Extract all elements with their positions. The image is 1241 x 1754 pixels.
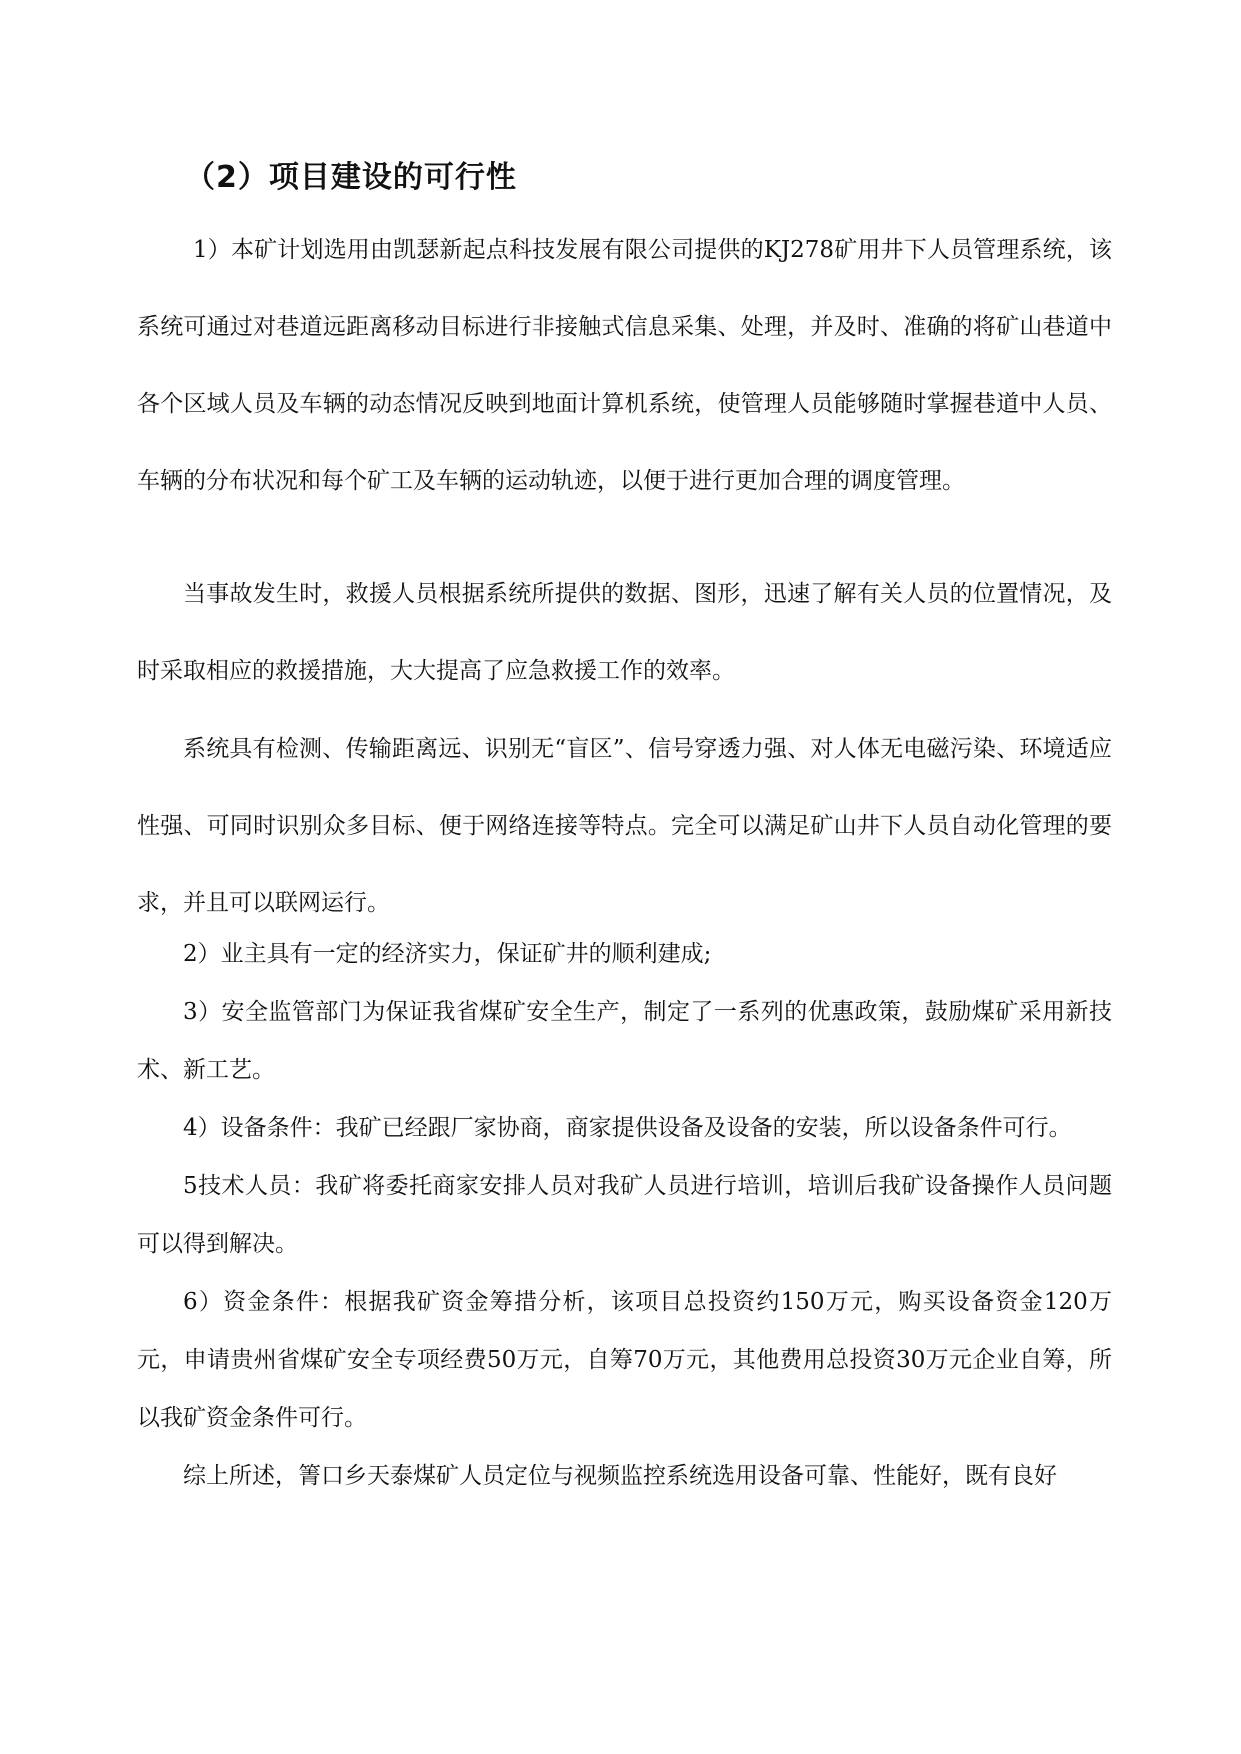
section-heading: （2）项目建设的可行性 xyxy=(185,160,517,195)
paragraph-9: 综上所述，箐口乡天泰煤矿人员定位与视频监控系统选用设备可靠、性能好，既有良好 xyxy=(183,1463,1057,1489)
paragraph-4: 2）业主具有一定的经济实力，保证矿井的顺利建成; xyxy=(183,941,712,967)
paragraph-6: 4）设备条件：我矿已经跟厂家协商，商家提供设备及设备的安装，所以设备条件可行。 xyxy=(183,1115,1072,1141)
paragraph-8: 6）资金条件：根据我矿资金筹措分析，该项目总投资约150万元，购买设备资金120万元，申请贵州省煤矿安全专项经费50万元，自筹70万元，其他费用总投资30万元企业自筹，所以我矿资金条件可行。 xyxy=(137,1289,1112,1431)
paragraph-5: 3）安全监管部门为保证我省煤矿安全生产，制定了一系列的优惠政策，鼓励煤矿采用新技术、新工艺。 xyxy=(137,999,1112,1083)
paragraph-1: 1）本矿计划选用由凯瑟新起点科技发展有限公司提供的KJ278矿用井下人员管理系统，该系统可通过对巷道远距离移动目标进行非接触式信息采集、处理，并及时、准确的将矿山巷道中各个区域人员及车辆的动态情况反映到地面计算机系统，使管理人员能够随时掌握巷道中人员、车辆的分布状况和每个矿工及车辆的运动轨迹，以便于进行更加合理的调度管理。 xyxy=(137,237,1112,494)
paragraph-3: 系统具有检测、传输距离远、识别无“盲区”、信号穿透力强、对人体无电磁污染、环境适应性强、可同时识别众多目标、便于网络连接等特点。完全可以满足矿山井下人员自动化管理的要求，并且可以联网运行。 xyxy=(137,736,1112,916)
paragraph-2: 当事故发生时，救援人员根据系统所提供的数据、图形，迅速了解有关人员的位置情况，及时采取相应的救援措施，大大提高了应急救援工作的效率。 xyxy=(137,581,1112,684)
paragraph-7: 5技术人员：我矿将委托商家安排人员对我矿人员进行培训，培训后我矿设备操作人员问题可以得到解决。 xyxy=(137,1173,1112,1257)
